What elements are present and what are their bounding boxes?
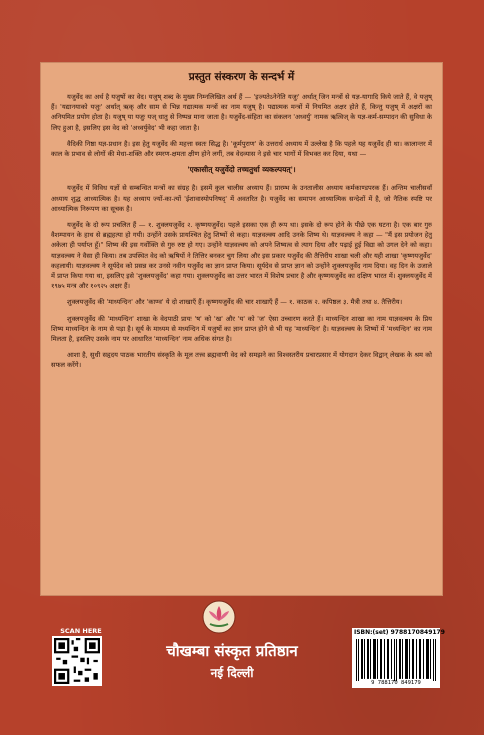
isbn-label: ISBN:(set) 9788170849179 [354,629,445,636]
publisher-city: नई दिल्ली [210,666,254,680]
paragraph: यजुर्वेद में विविध यज्ञों से सम्बन्धित मन्त्रों का संग्रह है। इसमें कुल चालीस अध्याय हैं। प्रारम्भ के उनतालीस अध्याय कर्मकाण्डपरक हैं। अन्तिम चालीसवाँ अध्याय शुद्ध आध्यात्मिक है। यह अध्याय ज्यों-का-त्यों 'ईशावास्योपनिषद्' में अवतरित है। यजुर्वेद का समापन आध्यात्मिक सन्देशों में है, जो नैतिक स्पष्टि पर आध्यात्मिक निरूपण का सूचक है। [51,184,432,213]
paragraph: यजुर्वेद का अर्थ है यजुषों का वेद। यजुष् शब्द के मुख्य निम्नलिखित अर्थ हैं — 'इज्यतेऽनेनेति यजुः' अर्थात् जिन मन्त्रों से यज्ञ-यागादि किये जाते हैं, वे यजुष् हैं। 'यद्यानयाको यजुः' अर्थात् ऋक् और साम से भिन्न गद्यात्मक मन्त्रों का नाम यजुष् है। पद्यात्मक मन्त्रों में नियमित अक्षर होते हैं, किन्तु यजुष् में अक्षरों का अनियमित प्रयोग होता है। यजुष् या यजुः यज् धातु से निष्पन्न माना जाता है। यजुर्वेद-संहिता का संकलन 'अध्वर्यु' नामक ऋत्विज् के यज्ञ-कर्म-सम्पादन की सुविधा के लिए हुआ है, इसलिए इस वेद को 'अध्वर्युवेद' भी कहा जाता है। [51,93,432,132]
paragraph: शुक्लयजुर्वेद की 'माध्यन्दिन' शाखा के वेदपाठी प्रायः 'ष' को 'ख' और 'य' को 'ज' ऐसा उच्चारण करते हैं। माध्यन्दिन शाखा का नाम याज्ञवल्क्य के प्रिय शिष्य माध्यन्दिन के नाम से पड़ा है। सूर्य के माध्यम से मध्यन्दिन में यजुषों का ज्ञान प्राप्त होने से भी यह 'माध्यन्दिन' है। याज्ञवल्क्य के शिष्यों में 'मध्यन्दिन' का नाम मिलता है, इसलिए उसके नाम पर आधारित 'माध्यन्दिन' नाम अधिक संगत है। [51,314,432,344]
qr-code-icon[interactable] [52,636,102,686]
description-panel [40,62,443,596]
lotus-logo-icon [202,600,236,634]
publisher-name: चौखम्बा संस्कृत प्रतिष्ठान [166,642,298,660]
isbn-barcode-box [352,628,445,688]
paragraph: वैदिकी निष्ठा यज्ञ-प्रधान है। इस हेतु यजुर्वेद की महत्ता स्वतः सिद्ध है। 'कूर्मपुराण' के उत्तरार्ध अध्याय में उल्लेख है कि पहले यह यजुर्वेद ही था। कालान्तर में काल के प्रभाव से लोगों की मेधा-शक्ति और स्मरण-क्षमता क्षीण होने लगीं, तब वेदव्यास ने इसे चार भागों में विभक्त कर दिया, यथा — [51,139,432,159]
paragraph: यजुर्वेद के दो रूप प्रचलित हैं — १. शुक्लयजुर्वेद २. कृष्णयजुर्वेद। पहले इसका एक ही रूप था। इसके दो रूप होने के पीछे एक घटना है। एक बार गुरु वैशम्पायन के हाथ से ब्रह्महत्या हो गयी। उन्होंने उसके प्रायश्चित हेतु शिष्यों से कहा। याज्ञवल्क्य आदि उनके शिष्य थे। याज्ञवल्क्य ने कहा — "मैं इस प्रयोजन हेतु अकेला ही पर्याप्त हूँ।" शिष्य की इस गर्वोक्ति से गुरु रुष्ट हो गए। उन्होंने याज्ञवल्क्य को अपने शिष्यत्व से त्याग दिया और पढ़ाई हुई विद्या को उगल देने को कहा। याज्ञवल्क्य ने वैसा ही किया। तब उपस्थित वेद को ऋषियों ने तित्तिर बनकर चुग लिया और इस प्रकार यजुर्वेद की तैत्तिरीय शाखा चली और यही शाखा 'कृष्णयजुर्वेद' कहलायी। याज्ञवल्क्य ने सूर्यदेव को प्रसन्न कर उनसे नवीन यजुर्वेद का ज्ञान प्राप्त किया। सूर्यदेव से प्राप्त ज्ञान को उन्होंने शुक्लयजुर्वेद नाम दिया। वह दिन के उजाले में प्राप्त किया गया था, इसलिए इसे 'शुक्लयजुर्वेद' कहा गया। शुक्लयजुर्वेद का उत्तर भारत में विशेष प्रचार है और कृष्णयजुर्वेद का दक्षिण भारत में। शुक्लयजुर्वेद में १९७५ मन्त्र और १०९२५ अक्षर हैं। [51,221,432,291]
scan-here-label: SCAN HERE [60,627,102,635]
paragraph: शुक्लयजुर्वेद की 'माध्यन्दिन' और 'काण्व' ये दो शाखाएँ हैं। कृष्णयजुर्वेद की चार शाखाएँ हैं — १. काठक २. कपिष्ठल ३. मैत्री तथा ४. तैत्तिरीय। [67,298,403,307]
panel-heading: प्रस्तुत संस्करण के सन्दर्भ में [188,71,295,83]
paragraph: आशा है, सुधी सहृदय पाठक भारतीय संस्कृति के मूल तत्त्व ब्रह्मवाणी वेद को समझने का विश्वस्तरीय प्रचारप्रसार में योगदान देकर विद्वान् लेखक के श्रम को सफल करेंगे। [51,351,432,370]
barcode-digits: 9 788170 849179 [371,680,421,686]
panel-body [51,92,432,377]
barcode-icon [356,639,436,681]
verse-quote: 'एकासीत् यजुर्वेदो तच्चतुर्धा व्यकल्पयत्'। [187,165,296,175]
